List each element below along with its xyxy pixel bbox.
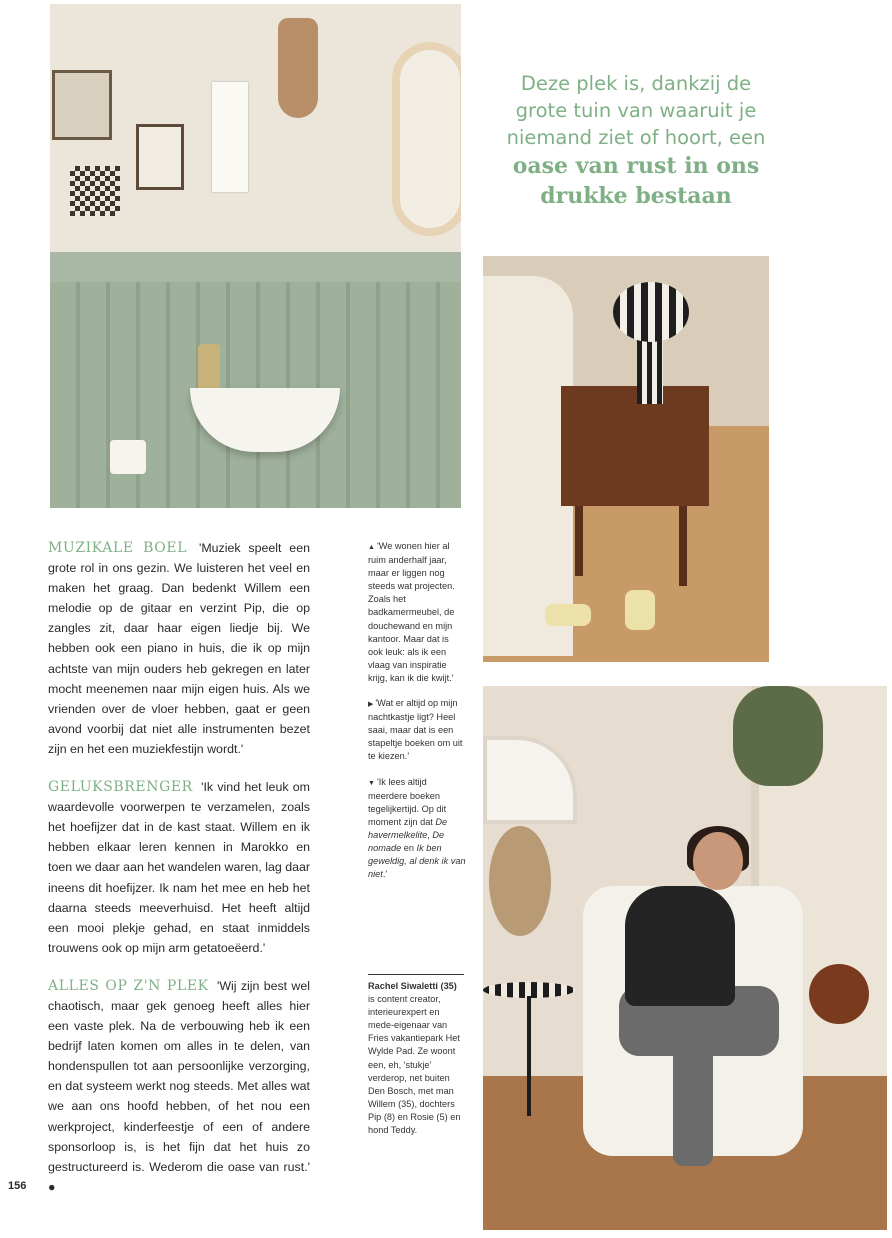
nightstand-leg	[575, 506, 583, 576]
wooden-ball	[809, 964, 869, 1024]
article-section	[48, 777, 310, 958]
section-text: 'Ik vind het leuk om waardevolle voorwerpen te verzamelen, zoals het hoefijzer dat in de kast staat. Willem en ik hebben elkaar leren kennen in Marokko en toen we daar aan het wandelen waren, lag daar ineens dit hoefijzer. Ik nam het mee en heb het daarna steeds meeverhuisd. Het heeft altijd een mooi plekje gehad, en staat inmiddels trouwens ook op mijn arm getatoeëerd.'	[48, 780, 311, 955]
wall-calendar	[212, 82, 248, 192]
photo-captions	[368, 540, 466, 893]
sandal	[625, 590, 655, 630]
article-section	[48, 538, 310, 759]
book-title: De havermelkelite	[368, 816, 448, 840]
caption-text: 'Ik lees altijd meerdere boeken tegelijkertijd. Op dit moment zijn dat	[368, 776, 447, 827]
side-table-leg	[527, 996, 531, 1116]
caption-separator: en	[401, 842, 417, 853]
article-body	[48, 538, 310, 1215]
article-section	[48, 976, 310, 1197]
lamp-base	[637, 338, 663, 404]
toilet-roll	[110, 440, 146, 474]
caption	[368, 776, 466, 882]
section-heading: ALLES OP Z'N PLEK	[48, 977, 209, 994]
checkered-frame	[70, 166, 120, 216]
arched-window	[483, 736, 577, 824]
bed	[483, 276, 573, 656]
antler-mount	[278, 18, 318, 118]
pull-quote-text: Deze plek is, dankzij de grote tuin van waaruit je niemand ziet of hoort, een	[506, 72, 766, 149]
section-heading: MUZIKALE BOEL	[48, 540, 188, 556]
wall-rail	[50, 252, 461, 282]
bedroom-photo	[483, 256, 769, 662]
book-title: Ik ben geweldig, al denk ik van niet	[368, 842, 466, 880]
pull-quote-highlight: oase van rust in ons drukke bestaan	[512, 153, 760, 209]
section-heading: GELUKSBRENGER	[48, 779, 193, 796]
triangle-down-icon: ▼	[368, 779, 375, 787]
section-text: 'Wij zijn best wel chaotisch, maar gek genoeg heeft alles hier een vaste plek. Na de verbouwing heb ik een bedrijf laten komen om alles in te delen, van hondenspullen tot aan persoonlijke verzorging, en dat systeem werkt nog steeds. Met alles wat we aan ons hoofd hebben, of het nou een werkproject, kinderfeestje of een of andere sponsorloop is, is het fijn dat het huis zo gestructureerd is. Wederom die oase van rust.' ●	[48, 978, 310, 1194]
triangle-up-icon: ▲	[368, 544, 375, 551]
person-sweater	[625, 886, 735, 1006]
bio-box	[368, 974, 464, 1137]
caption	[368, 540, 466, 685]
nightstand	[561, 386, 709, 506]
bio-text: is content creator, interieurexpert en mede-eigenaar van Fries vakantiepark Het Wylde Pad. Ze woont een, eh, 'stukje' verderop, net buiten Den Bosch, met man Willem (35), dochters Pip (8) en Rosie (5) en hond Teddy.	[368, 994, 461, 1136]
nightstand-leg	[679, 506, 687, 586]
wavy-mirror	[392, 42, 461, 236]
living-room-photo	[483, 686, 887, 1230]
caption-separator: ,	[427, 829, 433, 840]
hanging-plant	[733, 686, 823, 786]
triangle-right-icon: ▶	[368, 701, 374, 709]
pull-quote	[492, 70, 780, 211]
book-title: De nomade	[368, 829, 445, 853]
section-text: 'Muziek speelt een grote rol in ons gezin. We luisteren het veel en maken het graag. Dan bedenkt Willem een melodie op de gitaar en verzint Pip, die op zangles zit, daar haar eigen liedje bij. We hebben ook een piano in huis, die ik op mijn achtste van mijn ouders heb gekregen en later mocht meenemen naar mijn eigen huis. Als we vrienden over de vloer hebben, gaat er geen avond voorbij dat niet alle instrumenten bezet zijn en het een muziekfestijn wordt.'	[48, 541, 310, 756]
caption-text: 'Wat er altijd op mijn nachtkastje ligt? Heel saai, maar dat is een stapeltje boeken om uit te kiezen.'	[368, 698, 463, 762]
wall-frame	[52, 70, 112, 140]
person-legs	[673, 1026, 713, 1166]
bathroom-photo	[50, 4, 461, 508]
person-face	[693, 832, 743, 890]
bio-name: Rachel Siwaletti (35)	[368, 981, 457, 991]
striped-lamp	[613, 282, 689, 342]
caption-text: 'We wonen hier al ruim anderhalf jaar, maar er liggen nog steeds wat projecten. Zoals het badkamermeubel, de douchewand en mijn kantoor. Maar dat is ook leuk: als ik een vlaag van inspiratie krijg, kan ik die kwijt.'	[368, 541, 455, 683]
dried-flowers	[489, 826, 551, 936]
caption	[368, 697, 466, 763]
wall-frame	[136, 124, 184, 190]
sandal	[545, 604, 591, 626]
caption-text-end: .'	[382, 869, 388, 880]
page-number: 156	[8, 1180, 27, 1192]
